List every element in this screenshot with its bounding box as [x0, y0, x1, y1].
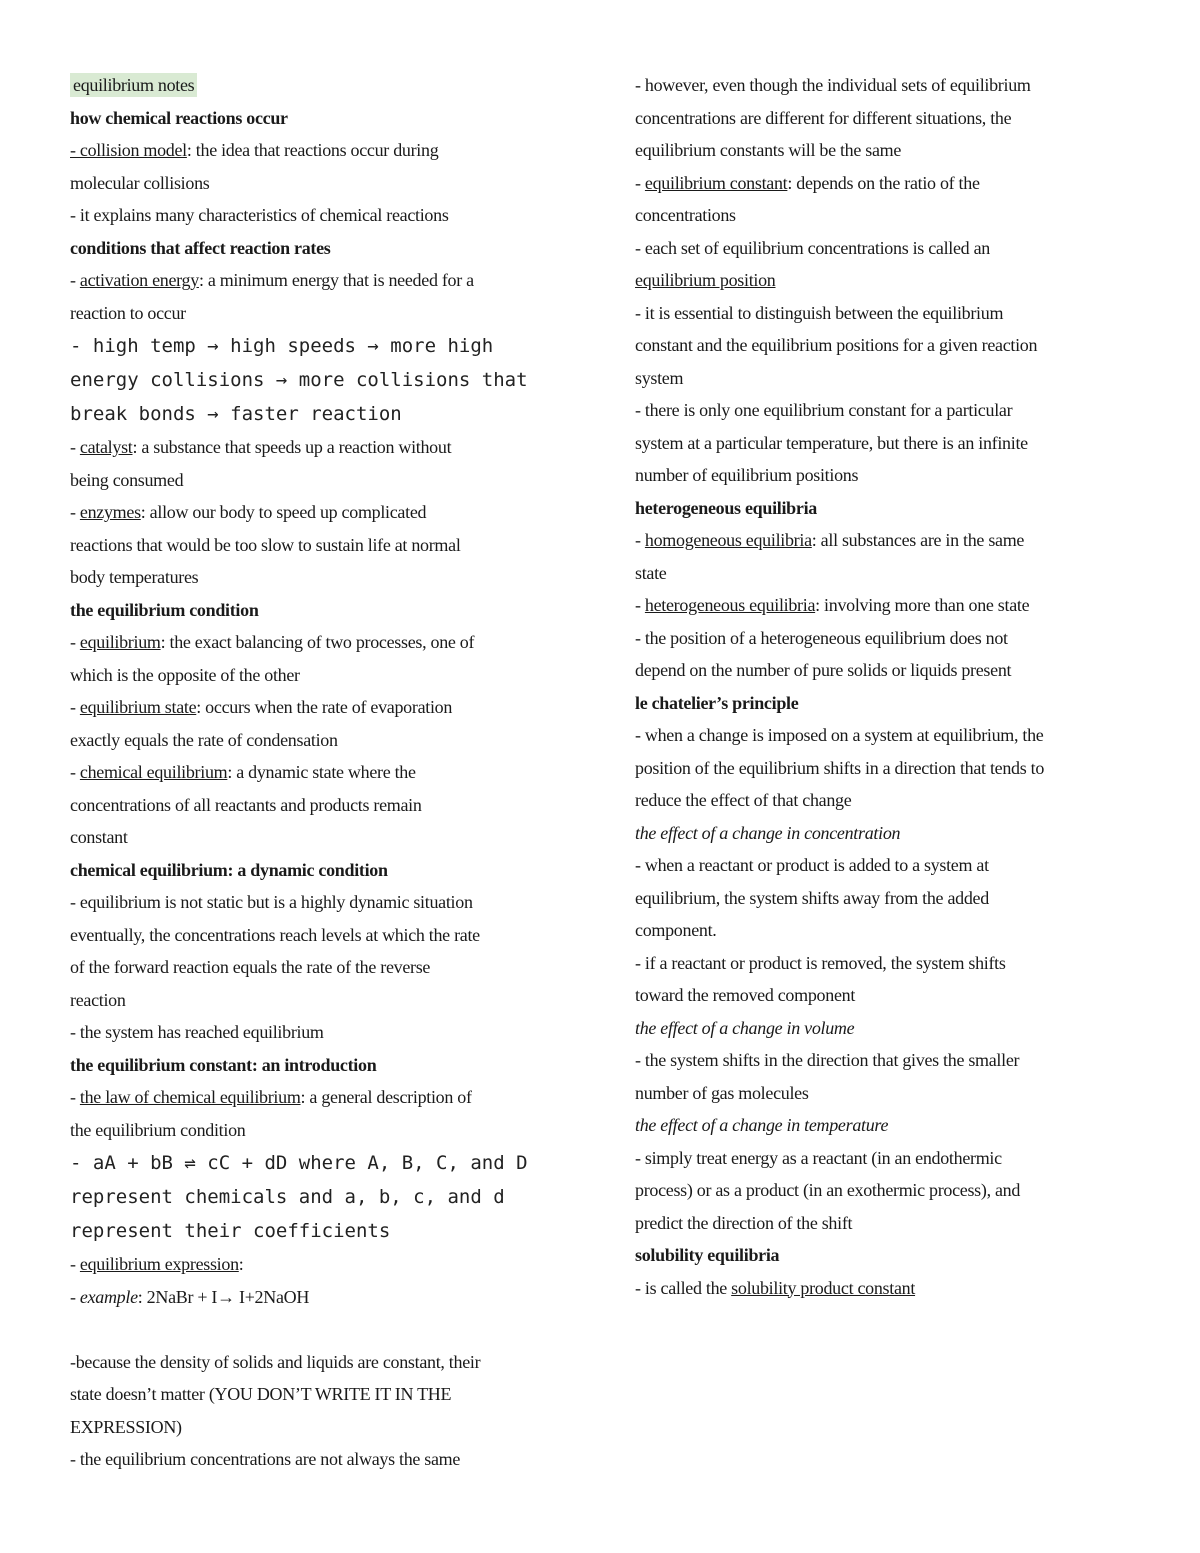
text-line: - there is only one equilibrium constant for a particular [635, 400, 1013, 420]
text-line: reaction to occur [70, 302, 186, 323]
example-line: - example: 2NaBr + I→ I+2NaOH [70, 1286, 310, 1307]
equilibrium-position-line [635, 264, 1145, 297]
text-line: number of gas molecules [635, 1082, 809, 1103]
mono-line: energy collisions → more collisions that [70, 369, 528, 391]
text-line: position of the equilibrium shifts in a direction that tends to [635, 757, 1045, 778]
heading-le-chatelier: le chatelier’s principle [635, 692, 799, 713]
text-line: concentrations of all reactants and products remain [70, 794, 422, 815]
term-activation-energy: activation energy [79, 270, 199, 290]
text-line: toward the removed component [635, 985, 856, 1005]
term-equilibrium-state: equilibrium state [79, 697, 197, 717]
homogeneous-line: - homogeneous equilibria: all substances are in the same [635, 530, 1025, 550]
subheading-concentration: the effect of a change in concentration [635, 822, 901, 843]
text-line: molecular collisions [70, 172, 210, 193]
text-line: - simply treat energy as a reactant (in an endothermic [635, 1147, 1002, 1168]
text-line: - the position of a heterogeneous equilibrium does not [635, 627, 1008, 648]
heading-conditions: conditions that affect reaction rates [70, 237, 331, 258]
text-line: concentrations [635, 205, 736, 225]
text-line: - the system has reached equilibrium [70, 1022, 324, 1042]
term-equilibrium-constant: equilibrium constant [644, 172, 788, 193]
text-line: - it is essential to distinguish between the equilibrium [635, 302, 1004, 323]
text-line: equilibrium, the system shifts away from the added [635, 887, 989, 908]
text-line: eventually, the concentrations reach levels at which the rate [70, 924, 480, 945]
collision-model-line: - collision model: the idea that reactions occur during [70, 140, 439, 160]
term-equilibrium: equilibrium [79, 632, 161, 652]
heading-dynamic-condition: chemical equilibrium: a dynamic condition [70, 859, 388, 880]
text-line: reduce the effect of that change [635, 790, 852, 810]
document-title: equilibrium notes [70, 69, 570, 102]
mono-line: represent their coefficients [70, 1220, 391, 1242]
enzymes-line: - enzymes: allow our body to speed up complicated [70, 502, 427, 522]
text-line: - equilibrium is not static but is a highly dynamic situation [70, 892, 473, 912]
text-line: - the equilibrium concentrations are not always the same [70, 1449, 461, 1469]
right-column [635, 69, 1145, 1304]
chemical-equilibrium-line: - chemical equilibrium: a dynamic state where the [70, 762, 416, 782]
left-column [70, 69, 570, 1476]
term-catalyst: catalyst [79, 437, 133, 457]
mono-line: break bonds → faster reaction [70, 403, 402, 425]
text-line: -because the density of solids and liquids are constant, their [70, 1351, 481, 1372]
text-line: number of equilibrium positions [635, 465, 859, 485]
law-line: - the law of chemical equilibrium: a general description of [70, 1087, 472, 1107]
text-line: the equilibrium condition [70, 1119, 246, 1140]
heading-heterogeneous-equilibria: heterogeneous equilibria [635, 497, 817, 518]
activation-energy-line: - activation energy: a minimum energy that is needed for a [70, 270, 474, 290]
mono-line: - aA + bB ⇌ cC + dD where A, B, C, and D [70, 1152, 528, 1174]
text-line: body temperatures [70, 567, 199, 587]
equilibrium-constant-line: - equilibrium constant: depends on the ratio of the [635, 172, 980, 193]
text-line: process) or as a product (in an exothermic process), and [635, 1180, 1021, 1200]
text-line: component. [635, 920, 717, 940]
term-homogeneous-equilibria: homogeneous equilibria [644, 530, 812, 550]
subheading-temperature: the effect of a change in temperature [635, 1115, 889, 1135]
heading-constant-intro: the equilibrium constant: an introduction [70, 1054, 377, 1075]
text-line: - the system shifts in the direction that gives the smaller [635, 1050, 1020, 1070]
text-line: - when a change is imposed on a system at equilibrium, the [635, 725, 1044, 745]
term-enzymes: enzymes [79, 502, 141, 522]
text-line: being consumed [70, 469, 184, 490]
text-line: depend on the number of pure solids or liquids present [635, 660, 1012, 680]
term-equilibrium-position: equilibrium position [635, 270, 776, 290]
mono-line: - high temp → high speeds → more high [70, 335, 494, 357]
example-label: example [79, 1286, 138, 1307]
term-chemical-equilibrium: chemical equilibrium [79, 762, 228, 782]
mono-line: represent chemicals and a, b, c, and d [70, 1186, 505, 1208]
equilibrium-state-line: - equilibrium state: occurs when the rate of evaporation [70, 697, 453, 717]
text-line: equilibrium constants will be the same [635, 140, 902, 160]
text-line: state doesn’t matter (YOU DON’T WRITE IT IN THE [70, 1384, 452, 1404]
term-equilibrium-expression: equilibrium expression [79, 1254, 239, 1274]
heading-equilibrium-condition: the equilibrium condition [70, 599, 259, 620]
heterogeneous-line: - heterogeneous equilibria: involving more than one state [635, 595, 1030, 615]
text-line: constant and the equilibrium positions for a given reaction [635, 335, 1038, 355]
text-line: - if a reactant or product is removed, the system shifts [635, 952, 1006, 973]
term-solubility-product-constant: solubility product constant [731, 1277, 916, 1298]
text-line: constant [70, 827, 128, 847]
text-line: predict the direction of the shift [635, 1212, 853, 1233]
text-line: - however, even though the individual sets of equilibrium [635, 75, 1031, 95]
text-line: of the forward reaction equals the rate of the reverse [70, 957, 431, 977]
text-line: state [635, 562, 667, 583]
text-line: concentrations are different for different situations, the [635, 107, 1012, 128]
catalyst-line: - catalyst: a substance that speeds up a reaction without [70, 437, 452, 457]
text-line: system [635, 367, 684, 388]
equilibrium-expression-line: - equilibrium expression: [70, 1254, 244, 1274]
text-line: reactions that would be too slow to sustain life at normal [70, 534, 461, 555]
text-line: reaction [70, 989, 126, 1010]
text-line: which is the opposite of the other [70, 664, 300, 685]
blank-line [70, 1313, 570, 1346]
equilibrium-line: - equilibrium: the exact balancing of two processes, one of [70, 632, 475, 652]
heading-how-reactions-occur: how chemical reactions occur [70, 107, 288, 128]
term-law-of-chemical-equilibrium: the law of chemical equilibrium [79, 1087, 301, 1107]
example-equation: : 2NaBr + I→ I+2NaOH [137, 1286, 310, 1307]
solubility-line: - is called the solubility product constant [635, 1277, 916, 1298]
text-line: EXPRESSION) [70, 1416, 182, 1437]
subheading-volume: the effect of a change in volume [635, 1017, 855, 1038]
heading-solubility-equilibria: solubility equilibria [635, 1245, 780, 1265]
text-line: exactly equals the rate of condensation [70, 729, 338, 750]
text-line: - each set of equilibrium concentrations is called an [635, 237, 990, 258]
text-line: - it explains many characteristics of chemical reactions [70, 205, 449, 225]
text-line: - when a reactant or product is added to a system at [635, 855, 989, 875]
term-collision-model: - collision model [70, 140, 187, 160]
text-line: system at a particular temperature, but there is an infinite [635, 432, 1028, 453]
term-heterogeneous-equilibria: heterogeneous equilibria [644, 595, 816, 615]
